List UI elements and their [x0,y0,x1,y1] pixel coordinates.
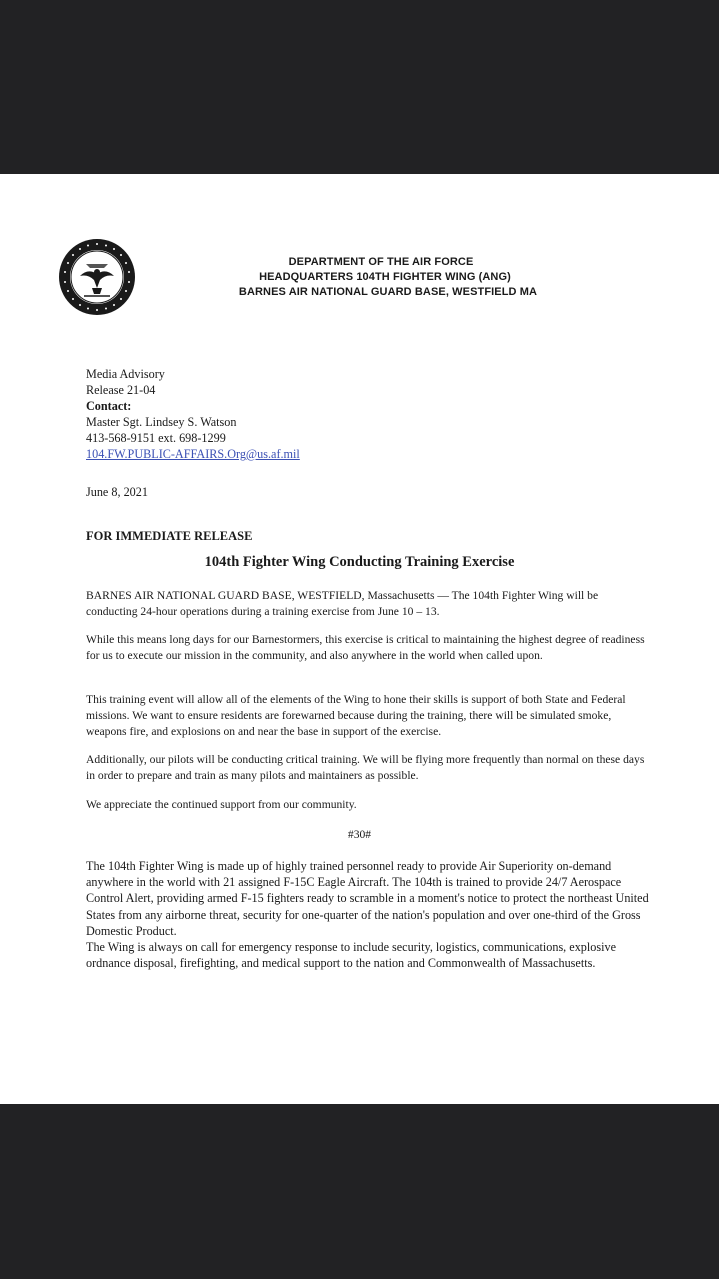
boilerplate [86,858,656,971]
contact-email-link[interactable]: 104.FW.PUBLIC-AFFAIRS.Org@us.af.mil [86,447,300,461]
press-release-document [0,174,719,1104]
department-of-defense-seal-icon [58,238,136,316]
release-date: June 8, 2021 [86,485,148,499]
letterhead-base: BARNES AIR NATIONAL GUARD BASE, WESTFIELD MA [238,286,538,298]
bottom-dark-bar [0,1104,719,1279]
contact-label: Contact: [86,399,132,413]
end-mark: #30# [347,828,372,841]
media-advisory-label: Media Advisory [86,367,165,381]
immediate-release-label: FOR IMMEDIATE RELEASE [86,529,253,543]
paragraph-pilots: Additionally, our pilots will be conducting critical training. We will be flying more frequently than normal on these days in order to prepare and train as many pilots and maintainers as possible. [86,753,645,782]
boilerplate-wing-description: The 104th Fighter Wing is made up of highly trained personnel ready to provide Air Superiority on-demand anywhere in the world with 21 assigned F-15C Eagle Aircraft. The 104th is trained to provide 24/7 Aerospace Control Alert, providing armed F-15 fighters ready to scramble in a moment's notice to protect the northeast United States from any airborne threat, security for one-quarter of the nation's population and over one-third of the Gross Domestic Product. [86,859,649,938]
boilerplate-emergency-response: The Wing is always on call for emergency response to include security, logistics, communications, explosive ordnance disposal, firefighting, and medical support to the nation and Commonwealth of Massachusetts. [86,940,616,971]
headline: 104th Fighter Wing Conducting Training Exercise [204,554,515,570]
top-dark-bar [0,0,719,174]
contact-phone: 413-568-9151 ext. 698-1299 [86,431,226,445]
paragraph-readiness: While this means long days for our Barnestormers, this exercise is critical to maintaining the highest degree of readiness for us to execute our mission in the community, and also anywhere in the world when called upon. [86,633,645,662]
paragraph-appreciation: We appreciate the continued support from our community. [86,798,357,811]
letterhead [150,255,600,300]
paragraph-training-event: This training event will allow all of the elements of the Wing to hone their skills is support of both State and Federal missions. We want to ensure residents are forewarned because during the training, there will be simulated smoke, weapons fire, and explosions on and near the base in support of the exercise. [86,693,626,738]
letterhead-headquarters: HEADQUARTERS 104TH FIGHTER WING (ANG) [259,271,511,283]
release-number: Release 21-04 [86,383,156,397]
letterhead-department: DEPARTMENT OF THE AIR FORCE [288,256,474,268]
contact-name: Master Sgt. Lindsey S. Watson [86,415,237,429]
paragraph-dateline: BARNES AIR NATIONAL GUARD BASE, WESTFIELD, Massachusetts — The 104th Fighter Wing will be conducting 24-hour operations during a training exercise from June 10 – 13. [86,589,599,618]
contact-block [86,366,300,462]
